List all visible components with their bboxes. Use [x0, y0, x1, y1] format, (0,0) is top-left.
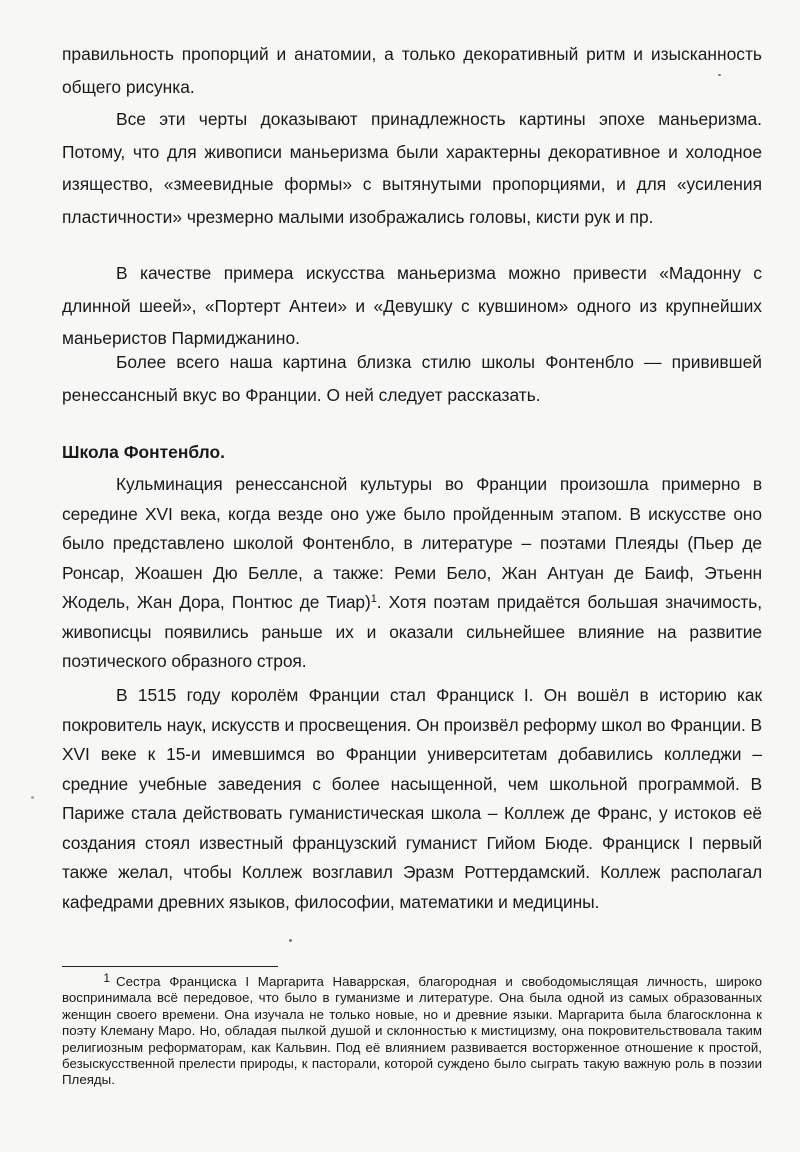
scan-speck	[718, 74, 721, 76]
paragraph-1-text: правильность пропорций и анатомии, а только декоративный ритм и изысканность общего рисунка.	[62, 44, 762, 97]
footnote-text: Сестра Франциска I Маргарита Наваррская, благородная и свободомыслящая личность, широко воспринимала всё передовое, что было в гуманизме и литературе. Она была одной из самых образованных женщин своего времени. Она изучала не только новые, но и древние языки. Маргарита была благосклонна к поэту Клеману Маро. Но, обладая пылкой душой и склонностью к мистицизму, она покровительствовала таким религиозным реформаторам, как Кальвин. Под её влиянием развивается восторженное отношение к простой, безыскусственной прелести природы, к пасторали, которой суждено было сыграть такую важную роль в поэзии Плеяды.	[62, 974, 762, 1088]
paragraph-6	[62, 681, 762, 917]
paragraph-4-text: Более всего наша картина близка стилю школы Фонтенбло — привившей ренессансный вкус во Франции. О ней следует рассказать.	[62, 352, 762, 405]
scan-speck	[31, 796, 34, 799]
paragraph-4	[62, 346, 762, 411]
paragraph-5-text-b: . Хотя поэтам придаётся большая значимость, живописцы появились раньше их и оказали сильнейшее влияние на развитие поэтического образного строя.	[62, 592, 762, 671]
paragraph-2-text: Все эти черты доказывают принадлежность картины эпохе маньеризма. Потому, что для живописи маньеризма были характерны декоративное и холодное изящество, «змеевидные формы» с вытянутыми пропорциями, и для «усиления пластичности» чрезмерно малыми изображались головы, кисти рук и пр.	[62, 109, 762, 227]
paragraph-5-text-a: Кульминация ренессансной культуры во Франции произошла примерно в середине XVI века, когда везде оно уже было пройденным этапом. В искусстве оно было представлено школой Фонтенбло, в литературе – поэтами Плеяды (Пьер де Ронсар, Жоашен Дю Белле, а также: Реми Бело, Жан Антуан де Баиф, Этьенн Жодель, Жан Дора, Понтюс де Тиар)	[62, 474, 762, 612]
paragraph-1	[62, 38, 762, 103]
footnote: 1 Сестра Франциска I Маргарита Наваррская, благородная и свободомыслящая личность, широко воспринимала всё передовое, что было в гуманизме и литературе. Она была одной из самых образованных женщин своего времени. Она изучала не только новые, но и древние языки. Маргарита была благосклонна к поэту Клеману Маро. Но, обладая пылкой душой и склонностью к мистицизму, она покровительствовала таким религиозным реформаторам, как Кальвин. Под её влиянием развивается восторженное отношение к простой, безыскусственной прелести природы, к пасторали, которой суждено было сыграть такую важную роль в поэзии Плеяды.	[62, 971, 762, 1088]
paragraph-2	[62, 103, 762, 233]
paragraph-3-text: В качестве примера искусства маньеризма можно привести «Мадонну с длинной шеей», «Портерт Антеи» и «Девушку с кувшином» одного из крупнейших маньеристов Пармиджанино.	[62, 263, 762, 348]
footnote-separator	[62, 966, 278, 967]
section-heading: Школа Фонтенбло.	[62, 442, 225, 462]
scan-speck	[289, 939, 292, 942]
paragraph-6-text: В 1515 году королём Франции стал Франциск I. Он вошёл в историю как покровитель наук, искусств и просвещения. Он произвёл реформу школ во Франции. В XVI веке к 15-и имевшимся во Франции университетам добавились колледжи – средние учебные заведения с более насыщенной, чем школьной программой. В Париже стала действовать гуманистическая школа – Коллеж де Франс, у истоков её создания стоял известный французский гуманист Гийом Бюде. Франциск I первый также желал, чтобы Коллеж возглавил Эразм Роттердамский. Коллеж располагал кафедрами древних языков, философии, математики и медицины.	[62, 685, 762, 912]
paragraph-3	[62, 257, 762, 355]
paragraph-5	[62, 470, 762, 677]
footnote-reference[interactable]: 1	[370, 593, 377, 605]
